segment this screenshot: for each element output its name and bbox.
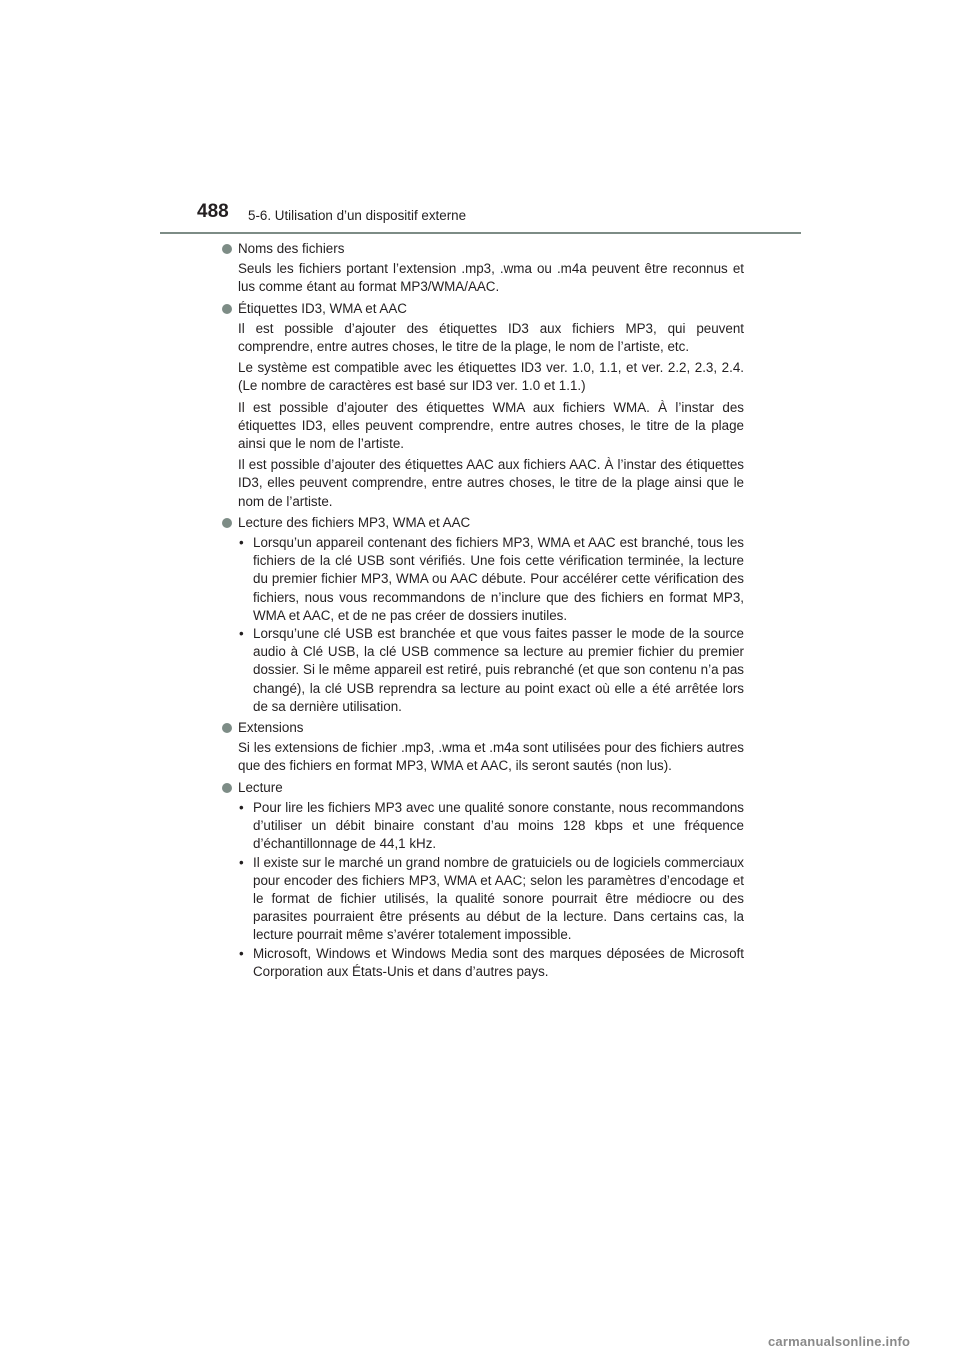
topic-bullet-icon bbox=[222, 723, 232, 733]
header-rule bbox=[160, 232, 801, 234]
page-content bbox=[222, 240, 744, 983]
topic-paragraph: Seuls les fichiers portant l’extension .mp3, .wma ou .m4a peuvent être reconnus et lus comme étant au format MP3/WMA/AAC. bbox=[238, 261, 744, 295]
bullet-item bbox=[238, 534, 744, 625]
bullet-mark: • bbox=[239, 854, 244, 870]
section-title: 5-6. Utilisation d’un dispositif externe bbox=[248, 208, 467, 223]
bullet-text: Lorsqu’un appareil contenant des fichiers MP3, WMA et AAC est branché, tous les fichiers de la clé USB sont vérifiés. Une fois cette vérification terminée, la lecture du premier fichier MP3, WMA ou AAC débute. Pour accélérer cette vérification des fichiers, nous vous recommandons de n’inclure que des fichiers en format MP3, WMA et AAC, et de ne pas créer de dossiers inutiles. bbox=[253, 535, 744, 623]
bullet-mark: • bbox=[239, 945, 244, 961]
topic-paragraph: Il est possible d’ajouter des étiquettes WMA aux fichiers WMA. À l’instar des étiquettes ID3, elles peuvent comprendre, entre autres choses, le titre de la plage ainsi que le nom de l’artiste. bbox=[238, 399, 744, 452]
bullet-text: Lorsqu’une clé USB est branchée et que vous faites passer le mode de la source audio à Clé USB, la clé USB commence sa lecture au premier fichier du premier dossier. Si le même appareil est retiré, puis rebranché (et que son contenu n’a pas changé), la clé USB reprendra sa lecture au point exact où elle a été arrêtée lors de sa dernière utilisation. bbox=[253, 626, 744, 714]
topic-block bbox=[222, 719, 744, 776]
topic-paragraph: Il est possible d’ajouter des étiquettes ID3 aux fichiers MP3, qui peuvent comprendre, entre autres choses, le titre de la plage, le nom de l’artiste, etc. bbox=[238, 320, 744, 355]
bullet-text: Il existe sur le marché un grand nombre de gratuiciels ou de logiciels commerciaux pour encoder des fichiers MP3, WMA et AAC; selon les paramètres d’encodage et le format de fichier utilisés, la qualité sonore pourrait être médiocre ou des parasites pourraient être présents au début de la lecture. Dans certains cas, la lecture pourrait même s’avérer totalement impossible. bbox=[253, 854, 744, 943]
bullet-item bbox=[238, 799, 744, 854]
topic-heading: Étiquettes ID3, WMA et AAC bbox=[238, 300, 407, 316]
topic-paragraph: Le système est compatible avec les étiquettes ID3 ver. 1.0, 1.1, et ver. 2.2, 2.3, 2.4. (Le nombre de caractères est basé sur ID3 ver. 1.0 et 1.1.) bbox=[238, 360, 744, 394]
bullet-list bbox=[238, 534, 744, 716]
bullet-item bbox=[238, 945, 744, 981]
bullet-list bbox=[238, 799, 744, 981]
bullet-text: Pour lire les fichiers MP3 avec une qualité sonore constante, nous recommandons d’utiliser un débit binaire constant d’au moins 128 kbps et une fréquence d’échantillonnage de 44,1 kHz. bbox=[253, 799, 744, 852]
topic-bullet-icon bbox=[222, 518, 232, 528]
topic-bullet-icon bbox=[222, 304, 232, 314]
topic-block bbox=[222, 779, 744, 981]
page-number: 488 bbox=[197, 201, 229, 222]
topic-heading: Noms des fichiers bbox=[238, 241, 345, 256]
topic-paragraph: Il est possible d’ajouter des étiquettes AAC aux fichiers AAC. À l’instar des étiquettes ID3, elles peuvent comprendre, entre autres choses, le titre de la plage ainsi que le nom de l’artiste. bbox=[238, 457, 744, 509]
bullet-item bbox=[238, 854, 744, 945]
topic-heading: Extensions bbox=[238, 720, 304, 736]
bullet-mark: • bbox=[239, 626, 244, 642]
topic-block bbox=[222, 300, 744, 511]
bullet-text: Microsoft, Windows et Windows Media sont des marques déposées de Microsoft Corporation aux États-Unis et dans d’autres pays. bbox=[253, 945, 744, 979]
topic-bullet-icon bbox=[222, 783, 232, 793]
watermark: carmanualsonline.info bbox=[768, 1334, 911, 1349]
bullet-mark: • bbox=[239, 799, 244, 815]
topic-paragraph: Si les extensions de fichier .mp3, .wma et .m4a sont utilisées pour des fichiers autres que des fichiers en format MP3, WMA et AAC, ils seront sautés (non lus). bbox=[238, 740, 744, 774]
bullet-mark: • bbox=[239, 535, 244, 551]
topic-block bbox=[222, 240, 744, 297]
topic-bullet-icon bbox=[222, 244, 232, 254]
bullet-item bbox=[238, 625, 744, 716]
topic-block bbox=[222, 514, 744, 716]
topic-heading: Lecture bbox=[238, 779, 283, 795]
topic-heading: Lecture des fichiers MP3, WMA et AAC bbox=[238, 514, 471, 530]
